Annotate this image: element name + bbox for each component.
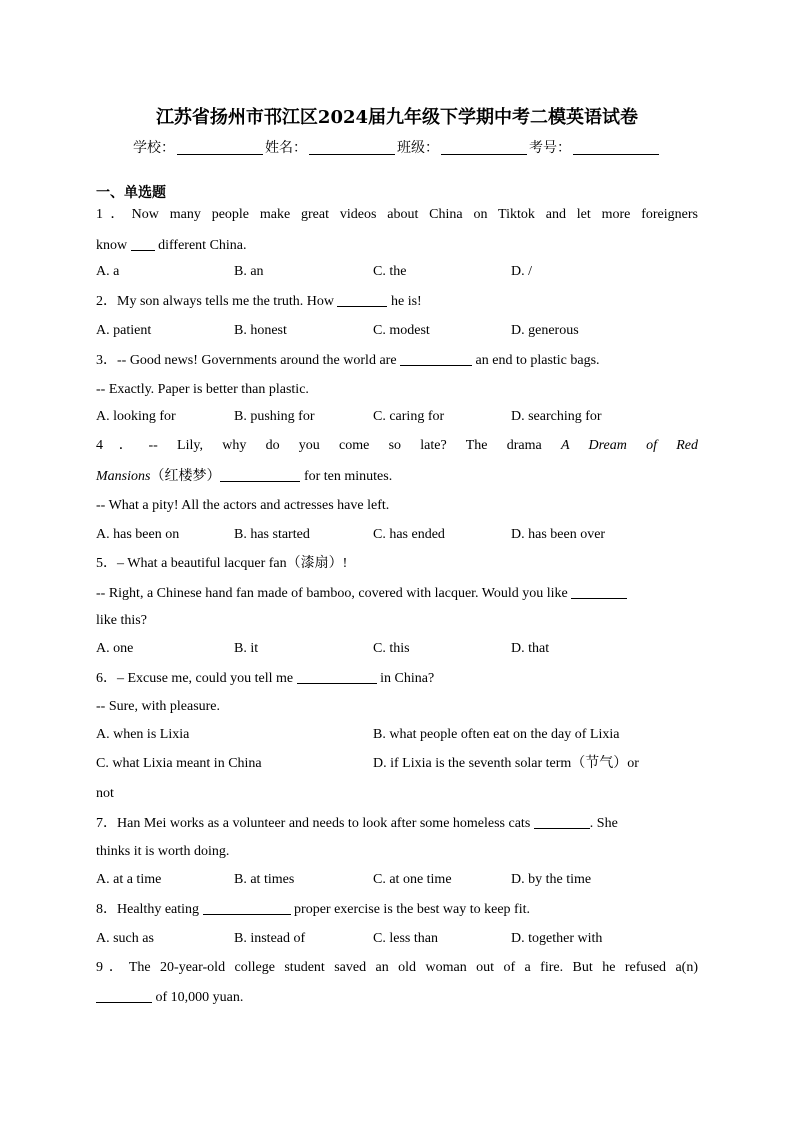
option-c[interactable]: C. what Lixia meant in China xyxy=(96,756,262,771)
option-b[interactable]: B. instead of xyxy=(234,931,306,946)
answer-blank xyxy=(571,584,627,599)
name-label: 姓名： xyxy=(265,140,307,156)
option-d[interactable]: D. has been over xyxy=(511,527,606,542)
question-9-line-2: of 10,000 yuan. xyxy=(96,988,698,1007)
option-d[interactable]: D. that xyxy=(511,641,550,656)
option-a[interactable]: A. such as xyxy=(96,931,154,946)
question-5-line-1: 5．– What a beautiful lacquer fan（漆扇）! xyxy=(96,556,348,571)
question-7-line-2: thinks it is worth doing. xyxy=(96,844,230,859)
answer-blank xyxy=(534,814,590,829)
option-b[interactable]: B. an xyxy=(234,264,264,279)
number-blank[interactable] xyxy=(573,140,659,155)
question-6-line-1: 6．– Excuse me, could you tell me in China? xyxy=(96,671,435,686)
option-a[interactable]: A. has been on xyxy=(96,527,180,542)
question-6-line-2: -- Sure, with pleasure. xyxy=(96,699,221,714)
option-c[interactable]: C. the xyxy=(373,264,407,279)
option-a[interactable]: A. at a time xyxy=(96,872,162,887)
question-9-line-1: 9．The 20-year-old college student saved an old woman out of a fire. But he refused a(n) xyxy=(96,960,698,975)
option-b[interactable]: B. pushing for xyxy=(234,409,315,424)
option-b[interactable]: B. honest xyxy=(234,323,287,338)
class-blank[interactable] xyxy=(441,140,527,155)
option-c[interactable]: C. modest xyxy=(373,323,430,338)
question-7-line-1: 7．Han Mei works as a volunteer and needs to look after some homeless cats . She xyxy=(96,816,618,831)
option-c[interactable]: C. caring for xyxy=(373,409,445,424)
option-a[interactable]: A. looking for xyxy=(96,409,176,424)
question-4-line-2: Mansions（红楼梦） for ten minutes. xyxy=(96,469,393,484)
question-1-line-2: know different China. xyxy=(96,238,247,253)
answer-blank xyxy=(131,236,155,251)
question-1-line-1: 1．Now many people make great videos about China on Tiktok and let more foreigners xyxy=(96,207,698,222)
option-c[interactable]: C. has ended xyxy=(373,527,445,542)
page-title: 江苏省扬州市邗江区2024届九年级下学期中考二模英语试卷 xyxy=(155,107,639,128)
option-d[interactable]: D. generous xyxy=(511,323,579,338)
option-b[interactable]: B. what people often eat on the day of Lixia xyxy=(373,727,620,742)
option-d[interactable]: D. by the time xyxy=(511,872,592,887)
answer-blank xyxy=(337,292,387,307)
option-d[interactable]: D. together with xyxy=(511,931,603,946)
section-heading: 一、单选题 xyxy=(96,185,166,201)
option-b[interactable]: B. has started xyxy=(234,527,310,542)
answer-blank xyxy=(96,988,152,1003)
answer-blank xyxy=(220,467,300,482)
question-3-line-2: -- Exactly. Paper is better than plastic. xyxy=(96,382,309,397)
option-c[interactable]: C. this xyxy=(373,641,410,656)
school-blank[interactable] xyxy=(177,140,263,155)
question-8-line: 8．Healthy eating proper exercise is the best way to keep fit. xyxy=(96,902,531,917)
question-5-line-2: -- Right, a Chinese hand fan made of bamboo, covered with lacquer. Would you like xyxy=(96,584,698,603)
answer-blank xyxy=(297,669,377,684)
option-d[interactable]: D. / xyxy=(511,264,532,279)
option-b[interactable]: B. it xyxy=(234,641,259,656)
number-label: 考号： xyxy=(529,140,571,156)
option-a[interactable]: A. patient xyxy=(96,323,152,338)
name-blank[interactable] xyxy=(309,140,395,155)
class-label: 班级： xyxy=(397,140,439,156)
option-d[interactable]: D. if Lixia is the seventh solar term（节气）or xyxy=(373,756,639,771)
option-d[interactable]: D. searching for xyxy=(511,409,602,424)
option-b[interactable]: B. at times xyxy=(234,872,295,887)
question-5-line-3: like this? xyxy=(96,613,147,628)
option-c[interactable]: C. at one time xyxy=(373,872,452,887)
student-info-line xyxy=(0,137,794,157)
question-4-line-3: -- What a pity! All the actors and actresses have left. xyxy=(96,498,390,513)
option-a[interactable]: A. when is Lixia xyxy=(96,727,190,742)
school-label: 学校： xyxy=(133,140,175,156)
option-d-continued: not xyxy=(96,786,114,801)
option-c[interactable]: C. less than xyxy=(373,931,438,946)
answer-blank xyxy=(400,351,472,366)
question-3-line-1: 3．-- Good news! Governments around the world are an end to plastic bags. xyxy=(96,353,600,368)
option-a[interactable]: A. a xyxy=(96,264,120,279)
option-a[interactable]: A. one xyxy=(96,641,134,656)
answer-blank xyxy=(203,900,291,915)
question-2-line: 2．My son always tells me the truth. How he is! xyxy=(96,294,422,309)
question-4-line-1: 4．-- Lily, why do you come so late? The drama A Dream of Red xyxy=(96,438,698,453)
